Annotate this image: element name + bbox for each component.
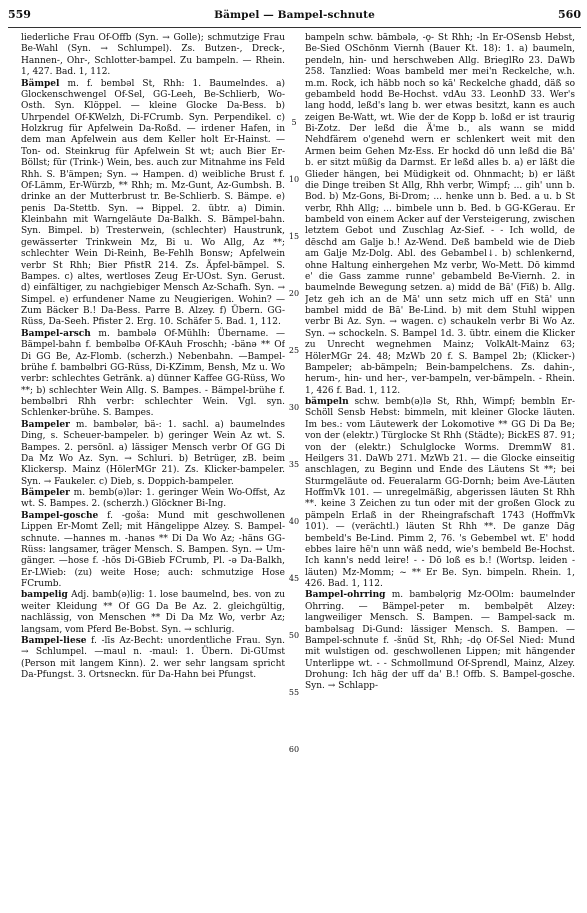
entry-body: schw. bemb(ə)lə St, Rhh, Wimpf; bembln Er-Schöll Sensb Hebst: bimmeln, mit kleiner Glocke läuten. Im bes.: vom Läutewerk der Lokomotive ** GG Di Da Be; von der (elektr.) Türglocke St Rhh (Städte); BickES 87. 91; von der (elektr.) Schulglocke Worms. DremmW 81. Heilgers 31. DaWb 271. MzWb 21. — die Glocke einseitig anschlagen, zu Beginn und Ende des Läutens St **; bei Sturmgeläute od. Feueralarm GG-Dornh; beim Ave-Läuten HoffmVk 101. — unregelmäßig, abgerissen läuten St Rhh **. keine 3 Zeichen zu tun oder mit der großen Glock zu pämpeln Erlaß in der Rheingrafschaft 1743 (HoffmVk 101). — (verächtl.) läuten St Rhh **. De ganze Dāg bembeld's Be-Lind. Pimm 2, 76. 's Gebembel wt. E' hodd ebbes laire hē'n unn wāß nedd, wie's bembeld Be-Hochst. Ich kann's nedd leire! - - Dō loß es b.! (Wortsp. leiden - läuten) Mz-Momm; ~ ** Er Be. Syn. bimpeln. Rhein. 1, 426. Bad. 1, 112.: [305, 397, 575, 589]
entry-lemma: Bampel-gosche: [21, 510, 99, 521]
line-number: 40: [288, 517, 300, 526]
entry-body: m. bemb(ə)lər: 1. geringer Wein Wo-Offst, Az wt. S. Bampes. 2. (scherzh.) Glöckner Bi-Ing.: [21, 488, 285, 510]
page-number-right: 560: [558, 8, 581, 21]
right-column: [305, 33, 575, 907]
entry-lemma: bampelig: [21, 590, 68, 601]
line-numbers: [287, 33, 301, 907]
line-number: 60: [288, 745, 300, 754]
entry-continuation: liederliche Frau Of-Offb (Syn. → Golle); schmutzige Frau Be-Wahl (Syn. → Schlumpel). Zs. Butzen-, Dreck-, Hannen-, Ohr-, Schlotter-bampel. Zu bampeln. — Rhein. 1, 427. Bad. 1, 112.: [21, 33, 285, 78]
dictionary-entry: [21, 488, 285, 511]
entry-body: Adj. bamb(ə)lig: 1. lose baumelnd, bes. von zu weiter Kleidung ** Of GG Da Be Az. 2. gleichgültig, nachlässig, von Menschen ** Di Da Mz Wo, verbr Az; langsam, vom Pferd Be-Bobst. Syn. → schlurig.: [21, 590, 285, 635]
page-header: [8, 3, 581, 28]
page-number-left: 559: [8, 8, 31, 21]
line-number: 20: [288, 289, 300, 298]
entry-body: f. -goša: Mund mit geschwollenen Lippen Er-Momt Zell; mit Hängelippe Alzey. S. Bampel-schnute. —hannes m. -hanəs ** Di Da Wo Az; -häns GG-Rüss: langsamer, träger Mensch. S. Bampen. Syn. → Um-gänger. —hose f. -hōs Di-GBieb FCrumb, Pl. -ə Da-Balkh, Er-LWieb: (zu) weite Hose; auch: schmutzige Hose FCrumb.: [21, 510, 285, 589]
running-head: Bämpel — Bampel-schnute: [214, 9, 375, 21]
line-number: 25: [288, 346, 300, 355]
dictionary-entry: [21, 511, 285, 591]
entry-body: m. bambələ Of-Mühlh: Übername. —Bämpel-bahn f. bembəlbə Of-KAuh Froschh; -bänə ** Of Di GG Be, Az-Flomb. (scherzh.) Nebenbahn. —Bampel-brühe f. bambəlbri GG-Rüss, Di-KZimm, Bensh, Mz u. Wo verbr: schlechtes Getränk. a) dünner Kaffee GG-Rüss, Wo **; b) schlechter Wein Allg. S. Bampes. - Bämpel-brühe f. bembəlbri Rhh verbr: schlechter Wein. Vgl. syn. Schlenker-brühe. S. Bampes.: [21, 328, 285, 419]
line-number: 30: [288, 403, 300, 412]
dictionary-entry: [21, 79, 285, 329]
left-column: [21, 33, 285, 907]
entry-lemma: bämpeln: [305, 397, 349, 407]
dictionary-entry: [21, 329, 285, 420]
line-number: 35: [288, 460, 300, 469]
entry-body: m. f. bembəl St, Rhh: 1. Baumelndes. a) Glockenschwengel Of-Sel, GG-Leeh, Be-Schlierb, Wo-Osth. Syn. Klöppel. — kleine Glocke Da-Bess. b) Uhrpendel Of-KWelzh, Di-FCrumb. Syn. Perpendikel. c) Holzkrug für Apfelwein Da-Roßd. — irdener Hafen, in dem man Apfelwein aus dem Keller holt Er-Hainst. — Ton- od. Steinkrug für Apfelwein St wt; auch Bier Er-Böllst; für (Trink-) Wein, bes. auch zur Mitnahme ins Feld Rhh. S. B'ämpen; Syn. → Hampen. d) weibliche Brust f. Of-Lämm, Er-Würzb, ** Rhh; m. Mz-Gunt, Az-Gumbsh. B. drinke an der Mutterbrust tr. Be-Schlierb. S. Bämpe. e) penis Da-Stettb. Syn. → Bippel. 2. übtr. a) Dimin. Kleinbahn mit Warngeläute Da-Balkh. S. Bämpel-bahn. Syn. Bimpel. b) Tresterwein, (schlechter) Haustrunk, gewässerter Trinkwein Mz, Bi u. Wo Allg, Az **; schlechter Wein Di-Reinh, Be-Fehlh Bonsw; Apfelwein verbr St Rhh; Bier PfistR 214. Zs. Äpfel-bämpel. S. Bampes. c) altes, wertloses Zeug Er-UOst. Syn. Gerust. d) einfältiger, zu nachgiebiger Mensch Az-Schafh. Syn. → Simpel. e) erfundener Name zu Neugierigen. Wohin? — Zum Bäcker B.! Da-Bess. Parre B. Alzey. f) Übern. GG-Rüss, Da-Seeh. Pfister 2. Erg. 10. Schäfer 5. Bad. 1, 112.: [21, 78, 285, 328]
line-number: 10: [288, 175, 300, 184]
line-number: 5: [291, 118, 297, 127]
entry-body: m. bambələr, bä-: 1. sachl. a) baumelndes Ding, s. Scheuer-bampeler. b) geringer Wein Az wt. S. Bampes. 2. persönl. a) lässiger Mensch verbr Of GG Di Da Mz Wo Az. Syn. → Schluri. b) Betrüger, zB. beim Klickersp. Mainz (HölerMGr 21). Zs. Klicker-bampeler. Syn. → Faukeler. c) Dieb, s. Doppich-bampeler.: [21, 419, 285, 487]
dictionary-entry: [305, 590, 575, 692]
entry-lemma: Bampel-arsch: [21, 328, 91, 339]
line-number: 55: [288, 688, 300, 697]
entry-lemma: Bampel-liese: [21, 635, 87, 646]
entry-lemma: Bämpeler: [21, 488, 70, 498]
dictionary-entry: [21, 420, 285, 488]
entry-lemma: Bampel-ohrring: [305, 590, 386, 601]
entry-continuation: bampeln schw. bāmbələ, -ǫ- St Rhh; -ln Er-OSensb Hebst, Be-Sied OSchönm Viernh (Bauer Kt. 18): 1. a) baumeln, pendeln, hin- und herschweben Allg. BrieglRo 23. DaWb 258. Tanzlied: Woas bambeld mer mei'n Reckelche, w.h. m.m. Rock, ich häbb noch so kā' Reckelche ghadd, däß so gebambeld hodd Be-Hochst. vdAu 33. LeonhD 33. Wer's lang hodd, leßd's lang b. wer etwas besitzt, kann es auch zeigen Be-Watt, wt. Wie der de Kopp b. loßd er ist traurig Bi-Zotz. Der leßd die Ä'me b., als wann se midd Nehdfärem o'genehd wern er schlenkert weit mit den Armen beim Gehen Mz-Ess. Er hockd dō unn leßd die Bā' b. er sitzt müßig da Darmst. Er leßd alles b. a) er läßt die Glieder hängen, bei Müdigkeit od. Ohnmacht; b) er läßt die Dinge treiben St Allg, Rhh verbr, Wimpf; ... gih' unn b. Bod. b) Mz-Gons, Bi-Drom; ... henke unn b. Bed. a u. b St verbr, Rhh Allg; ... bimbele unn b. Bed. b GG-KGerau. Er bambeld von einem Acker auf der Versteigerung, zwischen letztem Gebot und Zuschlag Az-Sief. - - Ich wolld, de dēschd am Galje b.! Az-Wend. Deß bambeld wie de Dieb am Galje Mz-Dolg. Abl. des Gebambel↓. b) schlenkernd, ohne Haltung einhergehen Mz verbr, Wo-Mett. Dō kimmd e' die Gass zamme runne' gebambeld Be-Viernh. 2. in baumelnde Bewegung setzen. a) midd de Bā' (Fīß) b. Allg. Jetz geh ich an de Mā' unn setz mich uff en Stā' unn bambel midd de Bā' Be-Lind. b) mit dem Stuhl wippen verbr Bi Az. Syn. → wagen. c) schaukeln verbr Bi Wo Az. Syn. → schockeln. S. Bampel 1d. 3. übtr. einem die Klicker zu Unrecht wegnehmen Mainz; VolkAlt-Mainz 63; HölerMGr 24. 48; MzWb 20 f. S. Bampel 2b; (Klicker-) Bampeler; ab-bämpeln; Bein-bampelchens. Zs. dahin-, herum-, hin- und her-, ver-bampeln, ver-bämpeln. - Rhein. 1, 426 f. Bad. 1, 112.: [305, 33, 575, 396]
entry-lemma: Bampeler: [21, 419, 70, 430]
entry-lemma: Bämpel: [21, 78, 60, 89]
entry-body: f. -līs Az-Becht: unordentliche Frau. Syn. → Schlumpel. —maul n. -maul: 1. Übern. Di-GUmst (Person mit langem Kinn). 2. wer sehr langsam spricht Da-Pfungst. 3. Ortsneckn. für Da-Hahn bei Pfungst.: [21, 635, 285, 680]
line-number: 50: [288, 631, 300, 640]
line-number: 45: [288, 574, 300, 583]
entry-body: m. bambəlǫrig Mz-OOlm: baumelnder Ohrring. — Bämpel-peter m. bembəlpēt Alzey: langweiliger Mensch. S. Bampen. — Bampel-sack m. bambəlsag Di-Gund: lässiger Mensch. S. Bampen. — Bampel-schnute f. -šnūd St, Rhh; -dǫ Of-Sel Nied: Mund mit wulstigen od. geschwollenen Lippen; mit hängender Unterlippe wt. - - Schmollmund Of-Sprendl, Mainz, Alzey. Drohung: Ich häg der uff da' B.! Offb. S. Bampel-gosche. Syn. → Schlapp-: [305, 590, 575, 692]
dictionary-entry: [21, 636, 285, 682]
dictionary-entry: [21, 590, 285, 636]
dictionary-entry: [305, 397, 575, 590]
line-number: 15: [288, 232, 300, 241]
